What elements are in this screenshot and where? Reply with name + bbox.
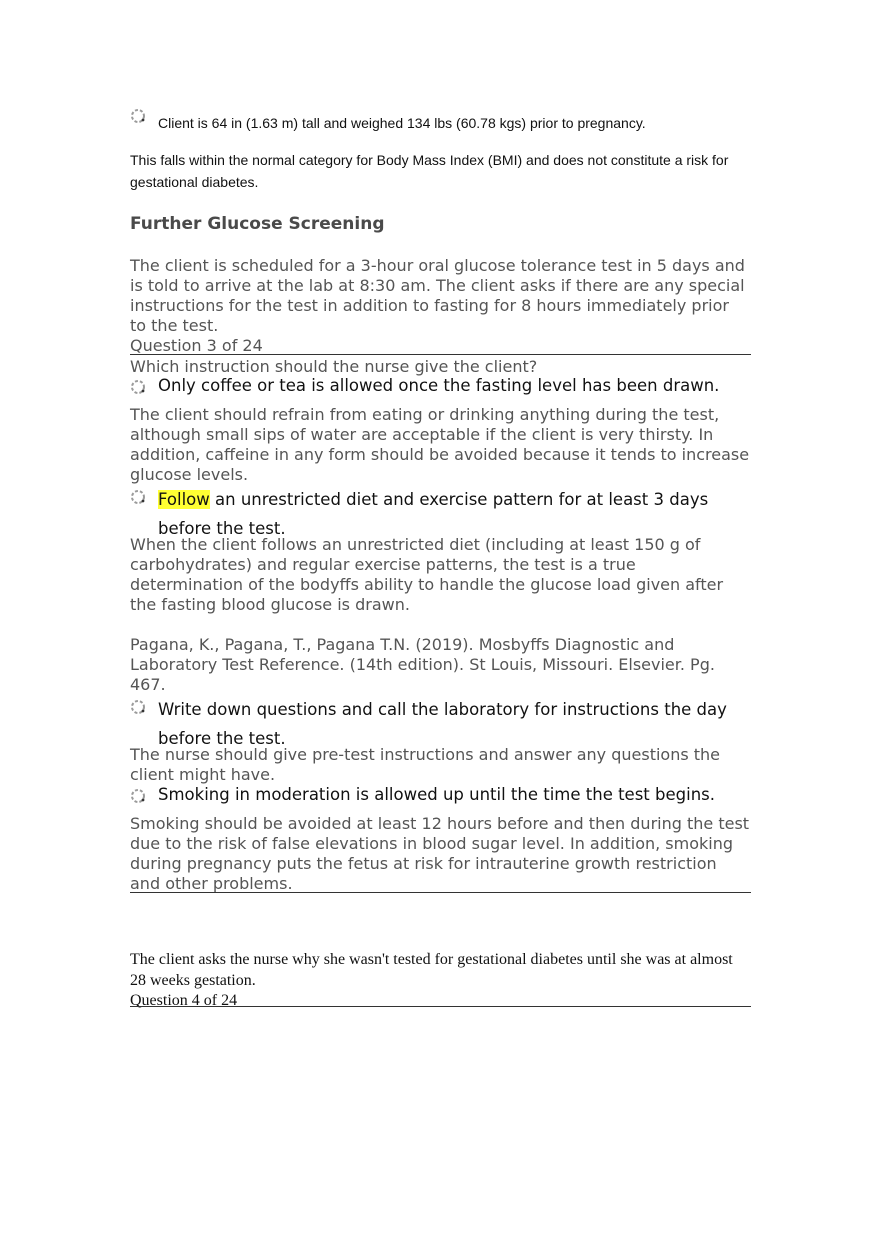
intro-rationale: This falls within the normal category for Body Mass Index (BMI) and does not constitute a risk for gestational diabetes.: [130, 152, 729, 190]
radio-button-icon[interactable]: [130, 699, 146, 715]
divider: [130, 1006, 751, 1007]
option-2-highlight: Follow: [158, 490, 210, 509]
radio-button-icon[interactable]: [130, 489, 146, 505]
question-4-scenario: The client asks the nurse why she wasn't tested for gestational diabetes until she was at almost 28 weeks gestation.: [130, 951, 733, 989]
option-2-reference: Pagana, K., Pagana, T., Pagana T.N. (2019). Mosbyffs Diagnostic and Laboratory Test Reference. (14th edition). St Louis, Missouri. Elsevier. Pg. 467.: [130, 635, 715, 694]
option-1-text[interactable]: Only coffee or tea is allowed once the fasting level has been drawn.: [158, 376, 720, 395]
divider: [130, 892, 751, 893]
option-3-text[interactable]: Write down questions and call the laboratory for instructions the day before the test.: [158, 700, 727, 748]
radio-button-icon[interactable]: [130, 108, 146, 124]
radio-button-icon[interactable]: [130, 788, 146, 804]
option-2-text: an unrestricted diet and exercise pattern for at least 3 days before the test.: [158, 490, 709, 538]
option-4-text[interactable]: Smoking in moderation is allowed up until the time the test begins.: [158, 785, 716, 804]
option-2-rationale: When the client follows an unrestricted diet (including at least 150 g of carbohydrates) and regular exercise patterns, the test is a true determination of the bodyffs ability to handle the glucose load given after the fasting blood glucose is drawn.: [130, 535, 724, 614]
option-4-rationale: Smoking should be avoided at least 12 hours before and then during the test due to the risk of false elevations in blood sugar level. In addition, smoking during pregnancy puts the fetus at risk for intrauterine growth restriction and other problems.: [130, 814, 750, 893]
radio-button-icon[interactable]: [130, 379, 146, 395]
question-3-prompt: Which instruction should the nurse give the client?: [130, 357, 538, 376]
option-3-rationale: The nurse should give pre-test instructions and answer any questions the client might have.: [130, 745, 721, 784]
option-1-rationale: The client should refrain from eating or drinking anything during the test, although small sips of water are acceptable if the client is very thirsty. In addition, caffeine in any form should be avoided because it tends to increase glucose levels.: [130, 405, 750, 484]
question-3-label: Question 3 of 24: [130, 336, 263, 355]
section-title: Further Glucose Screening: [130, 214, 385, 234]
question-4-label: Question 4 of 24: [130, 992, 238, 1009]
divider: [130, 354, 751, 355]
intro-option-text: Client is 64 in (1.63 m) tall and weighed 134 lbs (60.78 kgs) prior to pregnancy.: [158, 115, 646, 131]
section-scenario: The client is scheduled for a 3-hour oral glucose tolerance test in 5 days and is told to arrive at the lab at 8:30 am. The client asks if there are any special instructions for the test in addition to fasting for 8 hours immediately prior to the test.: [130, 256, 745, 335]
